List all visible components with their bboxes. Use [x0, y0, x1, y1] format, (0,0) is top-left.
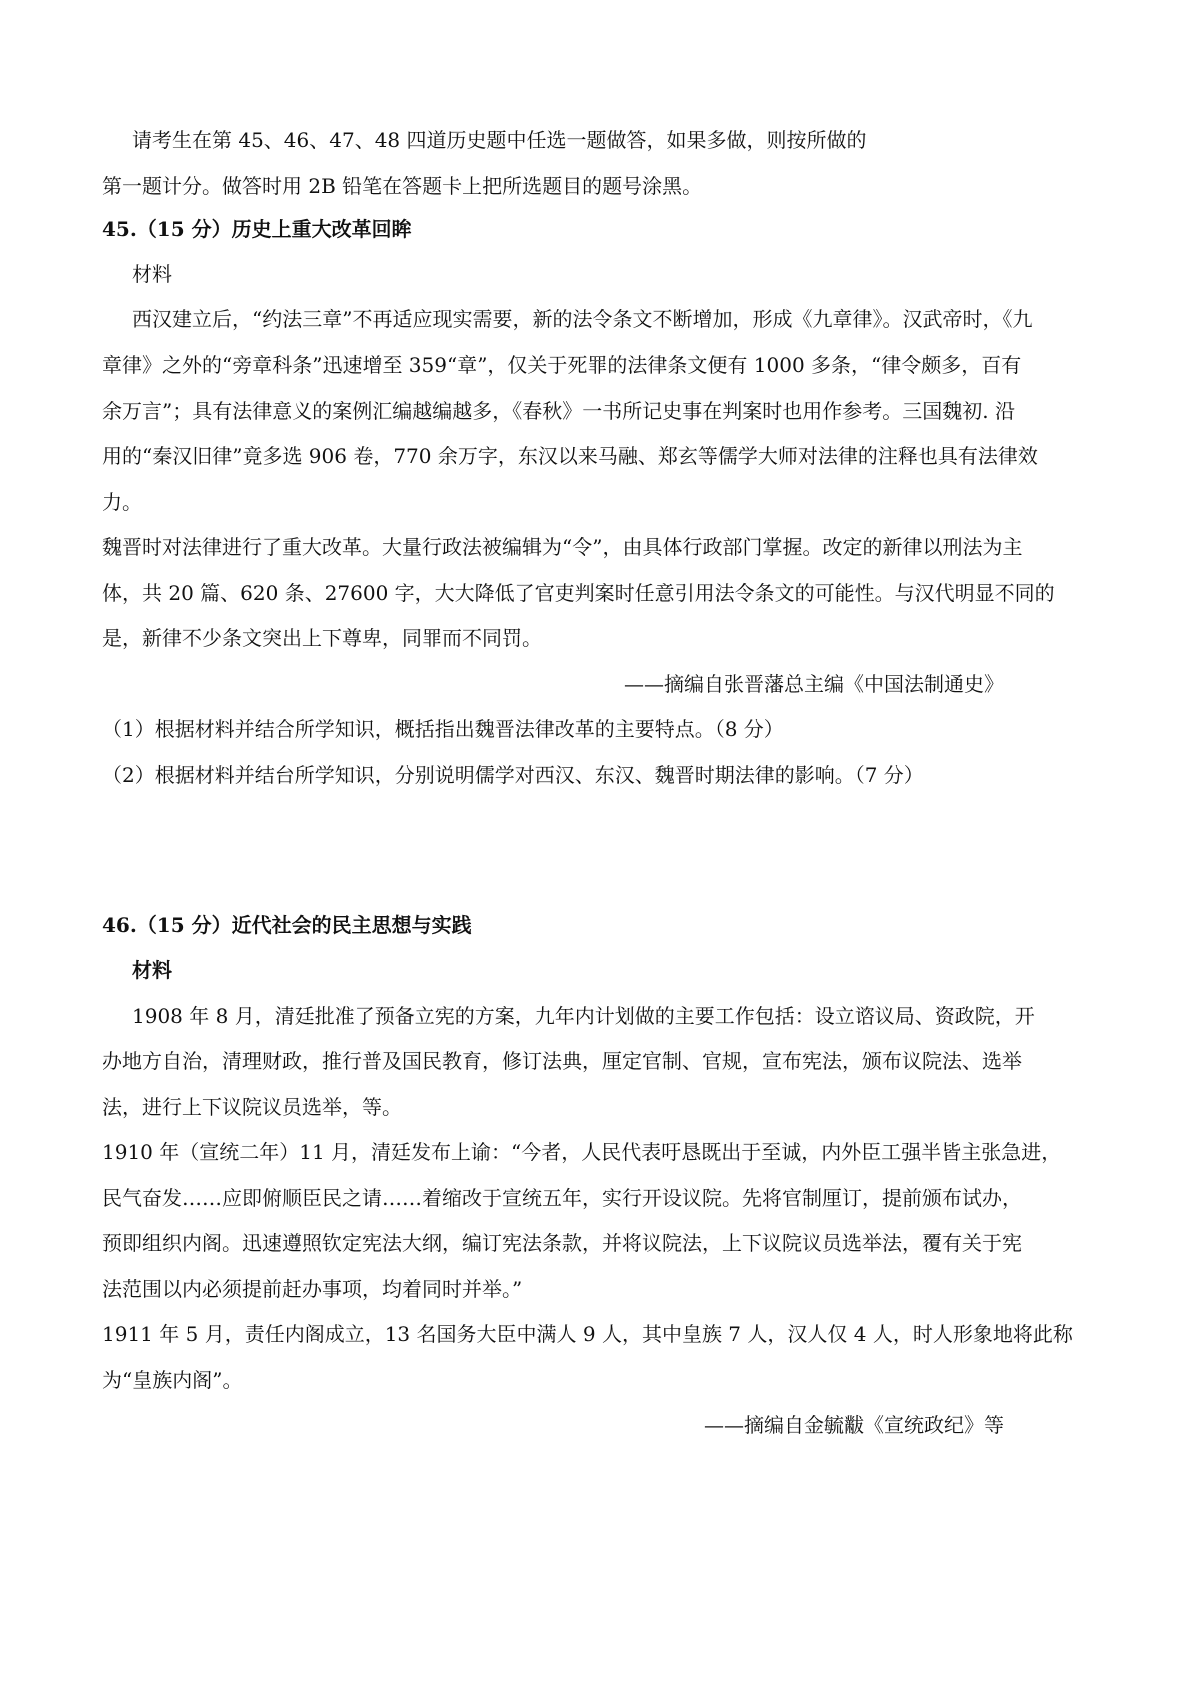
- q46-heading: 46.（15 分）近代社会的民主思想与实践: [102, 913, 472, 937]
- q46-source: ——摘编自金毓黻《宣统政纪》等: [704, 1413, 1004, 1437]
- q46-para2-line-2: 民气奋发……应即俯顺臣民之请……着缩改于宣统五年，实行开设议院。先将官制厘订，提前颁布试办，: [102, 1186, 1022, 1210]
- q45-para1-line-1: 西汉建立后，“约法三章”不再适应现实需要，新的法令条文不断增加，形成《九章律》。汉武帝时，《九: [132, 307, 1033, 331]
- q45-para1-line-5: 力。: [102, 490, 142, 514]
- q46-para1-line-2: 办地方自治，清理财政，推行普及国民教育，修订法典，厘定官制、官规，宣布宪法，颁布议院法、选举: [102, 1049, 1022, 1073]
- q45-material-label: 材料: [132, 262, 172, 286]
- q45-para2-line-2: 体，共 20 篇、620 条、27600 字，大大降低了官吏判案时任意引用法令条文的可能性。与汉代明显不同的: [102, 581, 1055, 605]
- q46-para2-line-3: 预即组织内阁。迅速遵照钦定宪法大纲，编订宪法条款，并将议院法，上下议院议员选举法，覆有关于宪: [102, 1231, 1022, 1255]
- instruction-line-2: 第一题计分。做答时用 2B 铅笔在答题卡上把所选题目的题号涂黑。: [102, 174, 703, 198]
- q46-para1-line-1: 1908 年 8 月，清廷批准了预备立宪的方案，九年内计划做的主要工作包括：设立谘议局、资政院，开: [132, 1004, 1035, 1028]
- q45-source: ——摘编自张晋藩总主编《中国法制通史》: [624, 672, 1004, 696]
- q46-para1-line-3: 法，进行上下议院议员选举，等。: [102, 1095, 402, 1119]
- instruction-line-1: 请考生在第 45、46、47、48 四道历史题中任选一题做答，如果多做，则按所做的: [132, 128, 867, 152]
- q45-subquestion-1: （1）根据材料并结合所学知识，概括指出魏晋法律改革的主要特点。（8 分）: [102, 717, 784, 741]
- q45-para1-line-3: 余万言”；具有法律意义的案例汇编越编越多，《春秋》一书所记史事在判案时也用作参考。三国魏初. 沿: [102, 399, 1015, 423]
- q45-para1-line-2: 章律》之外的“旁章科条”迅速增至 359“章”，仅关于死罪的法律条文便有 1000 多条，“律令颇多，百有: [102, 353, 1022, 377]
- q46-para2-line-1: 1910 年（宣统二年）11 月，清廷发布上谕：“今者，人民代表吁恳既出于至诚，内外臣工强半皆主张急进，: [102, 1140, 1062, 1164]
- q46-para2-line-4: 法范围以内必须提前赶办事项，均着同时并举。”: [102, 1277, 523, 1301]
- q45-heading: 45.（15 分）历史上重大改革回眸: [102, 217, 412, 241]
- q45-subquestion-2: （2）根据材料并结台所学知识，分别说明儒学对西汉、东汉、魏晋时期法律的影响。（7 分）: [102, 763, 924, 787]
- q45-para2-line-3: 是，新律不少条文突出上下尊卑，同罪而不同罚。: [102, 626, 542, 650]
- q46-material-label: 材料: [132, 958, 172, 982]
- q46-para3-line-2: 为“皇族内阁”。: [102, 1368, 243, 1392]
- q45-para2-line-1: 魏晋时对法律进行了重大改革。大量行政法被编辑为“令”，由具体行政部门掌握。改定的新律以刑法为主: [102, 535, 1023, 559]
- q45-para1-line-4: 用的“秦汉旧律”竟多选 906 卷，770 余万字，东汉以来马融、郑玄等儒学大师对法律的注释也具有法律效: [102, 444, 1038, 468]
- q46-para3-line-1: 1911 年 5 月，责任内阁成立，13 名国务大臣中满人 9 人，其中皇族 7 人，汉人仅 4 人，时人形象地将此称: [102, 1322, 1073, 1346]
